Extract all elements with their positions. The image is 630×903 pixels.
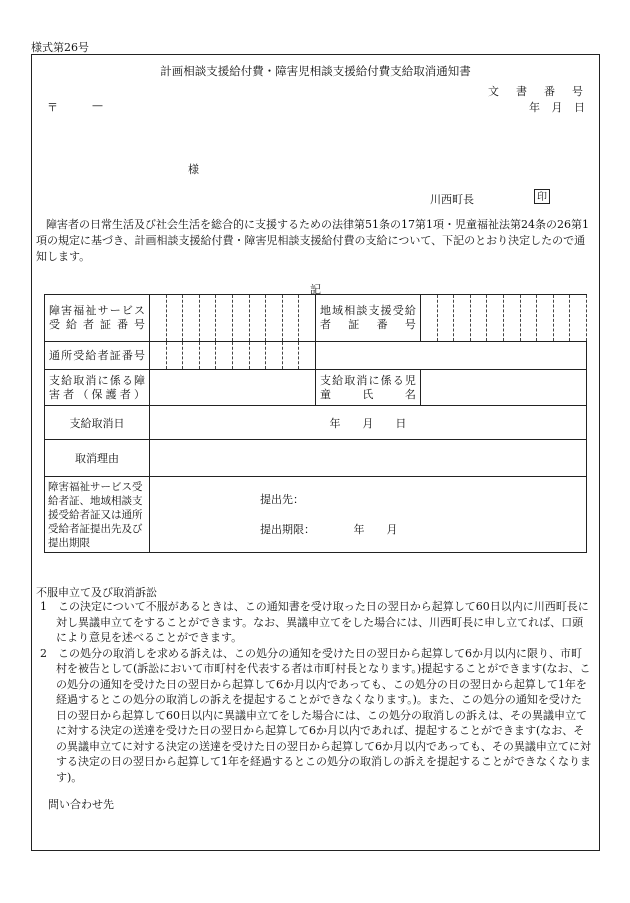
submit-label: 障害福祉サービス受給者証、地域相談支援受給者証又は通所受給者証提出先及び提出期限 [45,477,150,553]
body-paragraph: 障害者の日常生活及び社会生活を総合的に支援するための法律第51条の17第1項・児童福祉法第24条の26第1項の規定に基づき、計画相談支援給付費・障害児相談支援給付費の支給について、下記のとおり決定したので通知します。 [36,218,589,263]
cancellation-table [44,294,587,553]
digit-cell[interactable] [150,295,167,342]
digit-cell[interactable] [299,295,316,342]
submit-to: 提出先： [260,492,304,506]
day-cert-blank [315,342,586,370]
digit-cell[interactable] [520,295,537,342]
digit-cell[interactable] [266,295,283,342]
submit-deadline: 提出期限： 年 月 [260,522,398,536]
digit-cell[interactable] [437,295,454,342]
seal-mark: 印 [534,189,550,204]
digit-cell[interactable] [503,295,520,342]
digit-cell[interactable] [199,342,216,370]
digit-cell[interactable] [553,295,570,342]
postal-mark: 〒 [47,101,58,114]
person-label: 支給取消に係る障害者（保護者） [45,370,150,406]
note-2: 2 この処分の取消しを求める訴えは、この処分の通知を受けた日の翌日から起算して6か月以内に限り、市町村を被告として(訴訟において市町村を代表する者は市町村長となります。)提起することができます(なお、この処分の通知を受けた日の翌日から起算して6か月以内であっても、この処分の日の翌日から起算して1年を経過するとこの処分の取消しの訴えを提起することができなくなります。)。また、この処分の通知を受けた日の翌日から起算して60日以内に異議申立てをした場合には、この処分の取消しの訴えは、その異議申立てに対する決定の送達を受けた日の翌日から起算して6か月以内であれば、提起することができます(なお、その異議申立てに対する決定の送達を受けた日の翌日から起算して6か月以内であっても、その異議申立てに対する決定の日の翌日から起算して1年を経過するとこの処分の取消しの訴えを提起することができなくなります)。 [40,646,591,784]
digit-cell[interactable] [299,342,316,370]
digit-cell[interactable] [249,342,266,370]
addressee-suffix: 様 [188,163,199,176]
digit-cell[interactable] [216,342,233,370]
digit-cell[interactable] [232,295,249,342]
digit-cell[interactable] [570,295,587,342]
digit-cell[interactable] [420,295,437,342]
child-value[interactable] [420,370,586,406]
reason-value[interactable] [150,440,587,477]
cancel-date-label: 支給取消日 [45,406,150,440]
digit-cell[interactable] [537,295,554,342]
digit-cell[interactable] [166,342,183,370]
day-cert-label: 通所受給者証番号 [45,342,150,370]
digit-cell[interactable] [470,295,487,342]
appeal-notes [36,599,592,785]
child-label: 支給取消に係る児童氏名 [315,370,420,406]
appeal-heading: 不服申立て及び取消訴訟 [36,586,157,599]
regional-cert-label: 地域相談支援受給者証番号 [315,295,420,342]
form-number: 様式第26号 [31,41,89,54]
document-title: 計画相談支援給付費・障害児相談支援給付費支給取消通知書 [160,64,471,78]
person-value[interactable] [150,370,316,406]
digit-cell[interactable] [232,342,249,370]
digit-cell[interactable] [282,295,299,342]
welfare-cert-label: 障害福祉サービス受給者証番号 [45,295,150,342]
digit-cell[interactable] [183,342,200,370]
digit-cell[interactable] [249,295,266,342]
digit-cell[interactable] [454,295,471,342]
digit-cell[interactable] [487,295,504,342]
digit-cell[interactable] [282,342,299,370]
issuer-name: 川西町長 [430,193,474,206]
postal-dash: — [92,99,103,112]
submit-info[interactable] [150,477,587,553]
digit-cell[interactable] [266,342,283,370]
inquiry-label: 問い合わせ先 [48,798,114,811]
digit-cell[interactable] [183,295,200,342]
ki-heading: 記 [310,283,321,296]
reason-label: 取消理由 [45,440,150,477]
digit-cell[interactable] [216,295,233,342]
doc-number-label: 文書番号 [488,85,600,98]
digit-cell[interactable] [166,295,183,342]
cancel-date-value[interactable]: 年 月 日 [150,406,587,440]
digit-cell[interactable] [199,295,216,342]
date-label: 年 月 日 [529,101,585,114]
digit-cell[interactable] [150,342,167,370]
note-1: 1 この決定について不服があるときは、この通知書を受け取った日の翌日から起算して60日以内に川西町長に対し異議申立てをすることができます。なお、異議申立てをした場合には、川西町長に申し立てれば、口頭により意見を述べることができます。 [40,600,589,644]
